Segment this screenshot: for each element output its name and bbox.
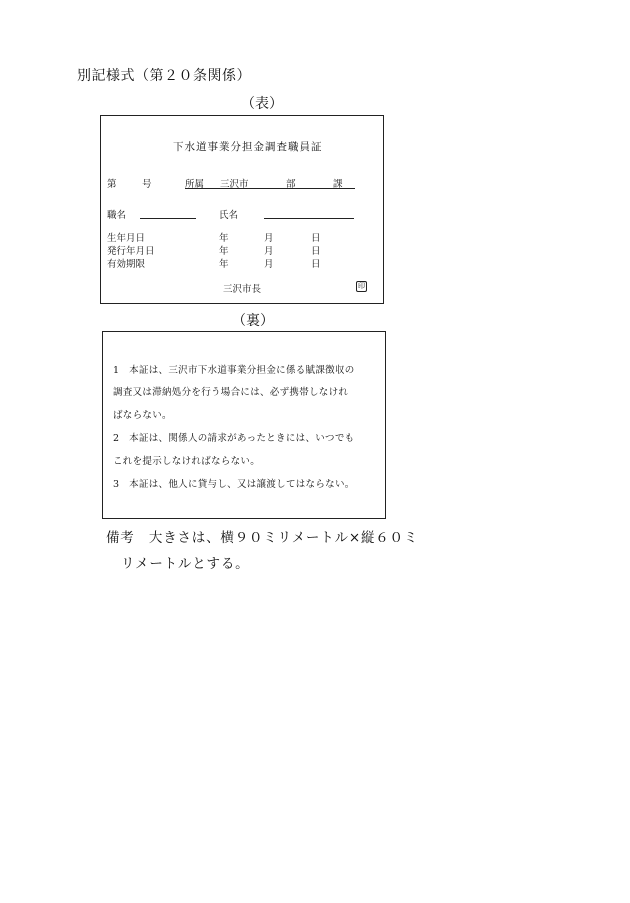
size-note-line-1: 備考 大きさは、横９０ミリメートル×縦６０ミ <box>106 530 419 546</box>
front-side-label: （表） <box>241 96 283 112</box>
back-text-line: 1 本証は、三沢市下水道事業分担金に係る賦課徴収の <box>113 365 355 376</box>
birth-month: 月 <box>264 233 274 244</box>
back-text-line: ばならない。 <box>113 410 172 421</box>
expiry-month: 月 <box>264 259 274 270</box>
id-card-back <box>102 331 386 519</box>
issuer: 三沢市長 <box>223 284 262 295</box>
expiry-year: 年 <box>219 259 229 270</box>
affiliation-city: 三沢市 <box>220 179 249 190</box>
birth-day: 日 <box>311 233 321 244</box>
issue-month: 月 <box>264 246 274 257</box>
birth-year: 年 <box>219 233 229 244</box>
affiliation-underline <box>185 188 355 189</box>
back-text-line: 調査又は滞納処分を行う場合には、必ず携帯しなけれ <box>113 387 349 398</box>
affiliation-section: 課 <box>333 179 343 190</box>
seal-mark: 印 <box>358 282 365 290</box>
id-card-front <box>100 115 384 304</box>
issue-day: 日 <box>311 246 321 257</box>
name-underline <box>264 218 354 219</box>
back-text-line: これを提示しなければならない。 <box>113 456 261 467</box>
back-side-label: （裏） <box>232 313 274 329</box>
name-label: 氏名 <box>219 210 239 221</box>
form-heading: 別記様式（第２０条関係） <box>77 68 251 84</box>
back-text-line: 3 本証は、他人に貸与し、又は譲渡してはならない。 <box>113 479 355 490</box>
number-suffix: 号 <box>142 179 152 190</box>
card-title: 下水道事業分担金調査職員証 <box>173 141 323 153</box>
back-text-line: 2 本証は、関係人の請求があったときには、いつでも <box>113 433 355 444</box>
birth-date-label: 生年月日 <box>107 233 146 244</box>
size-note-line-2: リメートルとする。 <box>121 556 250 572</box>
issue-date-label: 発行年月日 <box>107 246 155 257</box>
position-underline <box>140 218 196 219</box>
affiliation-department: 部 <box>286 179 296 190</box>
expiry-date-label: 有効期限 <box>107 259 146 270</box>
position-label: 職名 <box>107 210 127 221</box>
number-prefix: 第 <box>107 179 117 190</box>
expiry-day: 日 <box>311 259 321 270</box>
affiliation-label: 所属 <box>185 179 205 190</box>
issue-year: 年 <box>219 246 229 257</box>
